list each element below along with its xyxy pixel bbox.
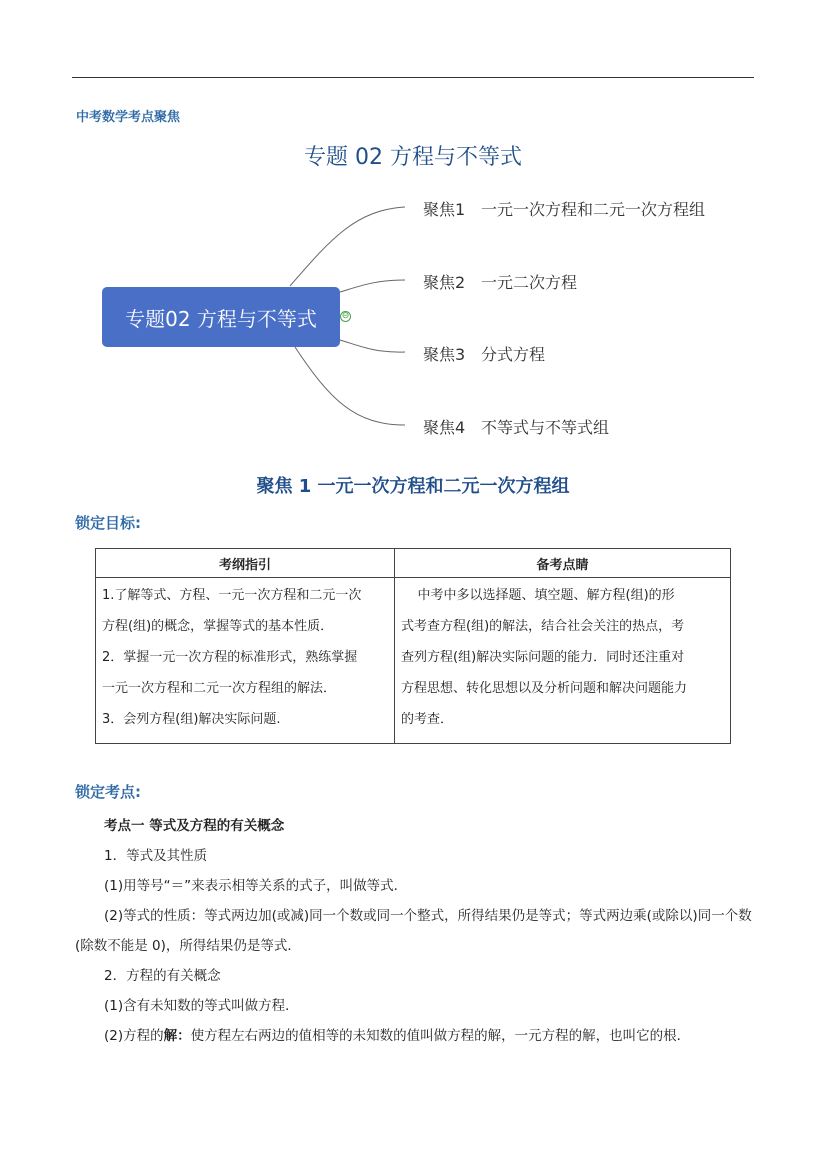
paragraph: 2．方程的有关概念 — [104, 968, 221, 984]
branch-label: 一元一次方程和二元一次方程组 — [481, 200, 706, 219]
branch-number: 聚焦1 — [423, 200, 466, 219]
cell-line: 3．会列方程(组)解决实际问题. — [102, 712, 281, 727]
column-header: 考纲指引 — [96, 549, 395, 578]
branch-label: 一元二次方程 — [481, 273, 578, 292]
paragraph: 1．等式及其性质 — [104, 848, 208, 864]
table-row — [96, 578, 731, 744]
cell-line: 中考中多以选择题、填空题、解方程(组)的形 — [401, 588, 675, 603]
mindmap-branch[interactable] — [423, 342, 545, 365]
header-rule — [72, 77, 754, 78]
section-heading: 聚焦 1 一元一次方程和二元一次方程组 — [256, 476, 570, 497]
mindmap-branch[interactable] — [423, 415, 609, 438]
collapse-toggle-icon[interactable]: ⊖ — [341, 311, 350, 321]
table-cell-guideline — [96, 578, 395, 744]
connector-2 — [340, 280, 405, 292]
header-tag: 中考数学考点聚焦 — [76, 110, 181, 125]
cell-line: 2．掌握一元一次方程的标准形式，熟练掌握 — [102, 650, 358, 665]
branch-label: 不等式与不等式组 — [481, 418, 610, 437]
cell-line: 的考查． — [401, 712, 454, 727]
page-title: 专题 02 方程与不等式 — [304, 145, 522, 170]
paragraph-rest: 使方程左右两边的值相等的未知数的值叫做方程的解，一元方程的解，也叫它的根． — [190, 1028, 691, 1044]
goals-table — [95, 548, 731, 744]
branch-label: 分式方程 — [481, 345, 546, 364]
paragraph: (1)含有未知数的等式叫做方程． — [104, 998, 299, 1014]
mindmap-root-node[interactable]: 专题02 方程与不等式 — [102, 287, 340, 347]
mindmap-branch[interactable] — [423, 197, 705, 220]
mindmap-branch[interactable] — [423, 270, 577, 293]
column-header: 备考点睛 — [395, 549, 731, 578]
connector-1 — [290, 207, 405, 286]
connector-3 — [340, 340, 405, 352]
cell-line: 式考查方程(组)的解法，结合社会关注的热点，考 — [401, 619, 685, 634]
points-body — [75, 811, 755, 1051]
paragraph-prefix: (2)方程的 — [104, 1028, 164, 1044]
points-heading: 锁定考点: — [75, 783, 141, 801]
cell-line: 一元一次方程和二元一次方程组的解法． — [102, 681, 337, 696]
table-header-row — [96, 549, 731, 578]
connector-4 — [295, 347, 405, 425]
topic-title: 考点一 等式及方程的有关概念 — [104, 818, 285, 834]
branch-number: 聚焦2 — [423, 273, 466, 292]
bold-term: 解： — [163, 1028, 191, 1044]
branch-number: 聚焦4 — [423, 418, 466, 437]
table-cell-tips — [395, 578, 731, 744]
cell-line: 方程思想、转化思想以及分析问题和解决问题能力 — [401, 681, 688, 696]
branch-number: 聚焦3 — [423, 345, 466, 364]
goals-heading: 锁定目标: — [75, 514, 141, 532]
paragraph: (1)用等号“＝”来表示相等关系的式子，叫做等式． — [104, 878, 408, 894]
cell-line: 1.了解等式、方程、一元一次方程和二元一次 — [102, 588, 362, 603]
paragraph — [75, 1021, 755, 1051]
cell-line: 查列方程(组)解决实际问题的能力．同时还注重对 — [401, 650, 685, 665]
paragraph: (2)等式的性质：等式两边加(或减)同一个数或同一个整式，所得结果仍是等式；等式两边乘(或除以)同一个数(除数不能是 0)，所得结果仍是等式． — [75, 908, 752, 954]
cell-line: 方程(组)的概念，掌握等式的基本性质． — [102, 619, 334, 634]
